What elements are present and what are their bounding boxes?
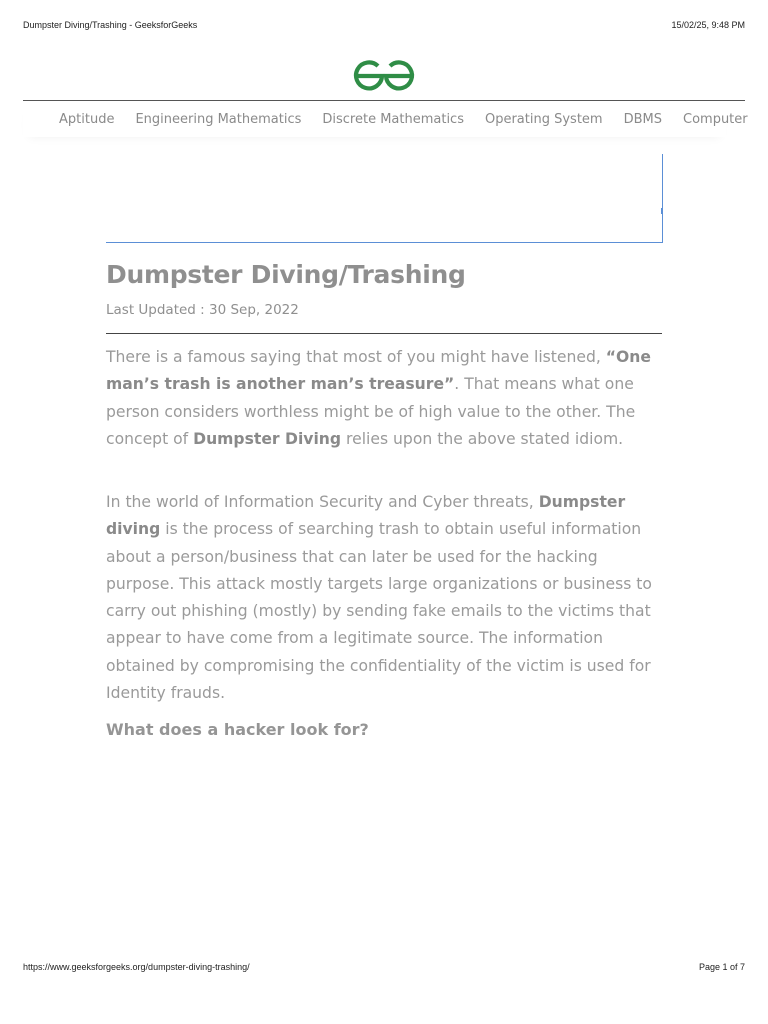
quote-highlight: “One man’s trash is another man’s treasure” — [106, 348, 651, 394]
print-header — [23, 20, 745, 32]
nav-item-dbms[interactable]: DBMS — [623, 111, 662, 127]
last-updated: Last Updated : 30 Sep, 2022 — [106, 302, 299, 318]
article-paragraph-1: There is a famous saying that most of you might have listened, “One man’s trash is another man’s treasure”. That means what one person considers worthless might be of high value to the other. The concept of Dumpster Diving relies upon the above stated idiom. — [106, 348, 651, 448]
nav-item-computer[interactable]: Computer — [683, 111, 748, 127]
article-paragraph-2: In the world of Information Security and Cyber threats, Dumpster diving is the process of searching trash to obtain useful information about a person/business that can later be used for the hacking purpose. This attack mostly targets large organizations or business to carry out phishing (mostly) by sending fake emails to the victims that appear to have come from a legitimate source. The information obtained by compromising the confidentiality of the victim is used for Identity frauds. — [106, 493, 652, 703]
gfg-logo-icon[interactable] — [352, 60, 416, 94]
nav-item-operating-system[interactable]: Operating System — [484, 111, 603, 127]
nav-item-engineering-mathematics[interactable]: Engineering Mathematics — [135, 111, 302, 127]
print-page-title: Dumpster Diving/Trashing - GeeksforGeeks — [23, 20, 198, 30]
title-divider — [106, 333, 662, 334]
print-footer — [23, 962, 745, 974]
category-nav — [23, 101, 748, 137]
print-page-number: Page 1 of 7 — [698, 962, 745, 972]
article-title: Dumpster Diving/Trashing — [106, 260, 466, 289]
print-datetime: 15/02/25, 9:48 PM — [671, 20, 745, 30]
section-heading: What does a hacker look for? — [106, 720, 369, 739]
nav-item-discrete-mathematics[interactable]: Discrete Mathematics — [322, 111, 464, 127]
nav-item-aptitude[interactable]: Aptitude — [59, 111, 115, 127]
print-url: https://www.geeksforgeeks.org/dumpster-diving-trashing/ — [23, 962, 250, 972]
term-highlight: Dumpster diving — [106, 493, 626, 539]
ad-placeholder — [106, 154, 663, 243]
ad-marker — [661, 208, 663, 214]
term-highlight: Dumpster Diving — [193, 429, 342, 448]
